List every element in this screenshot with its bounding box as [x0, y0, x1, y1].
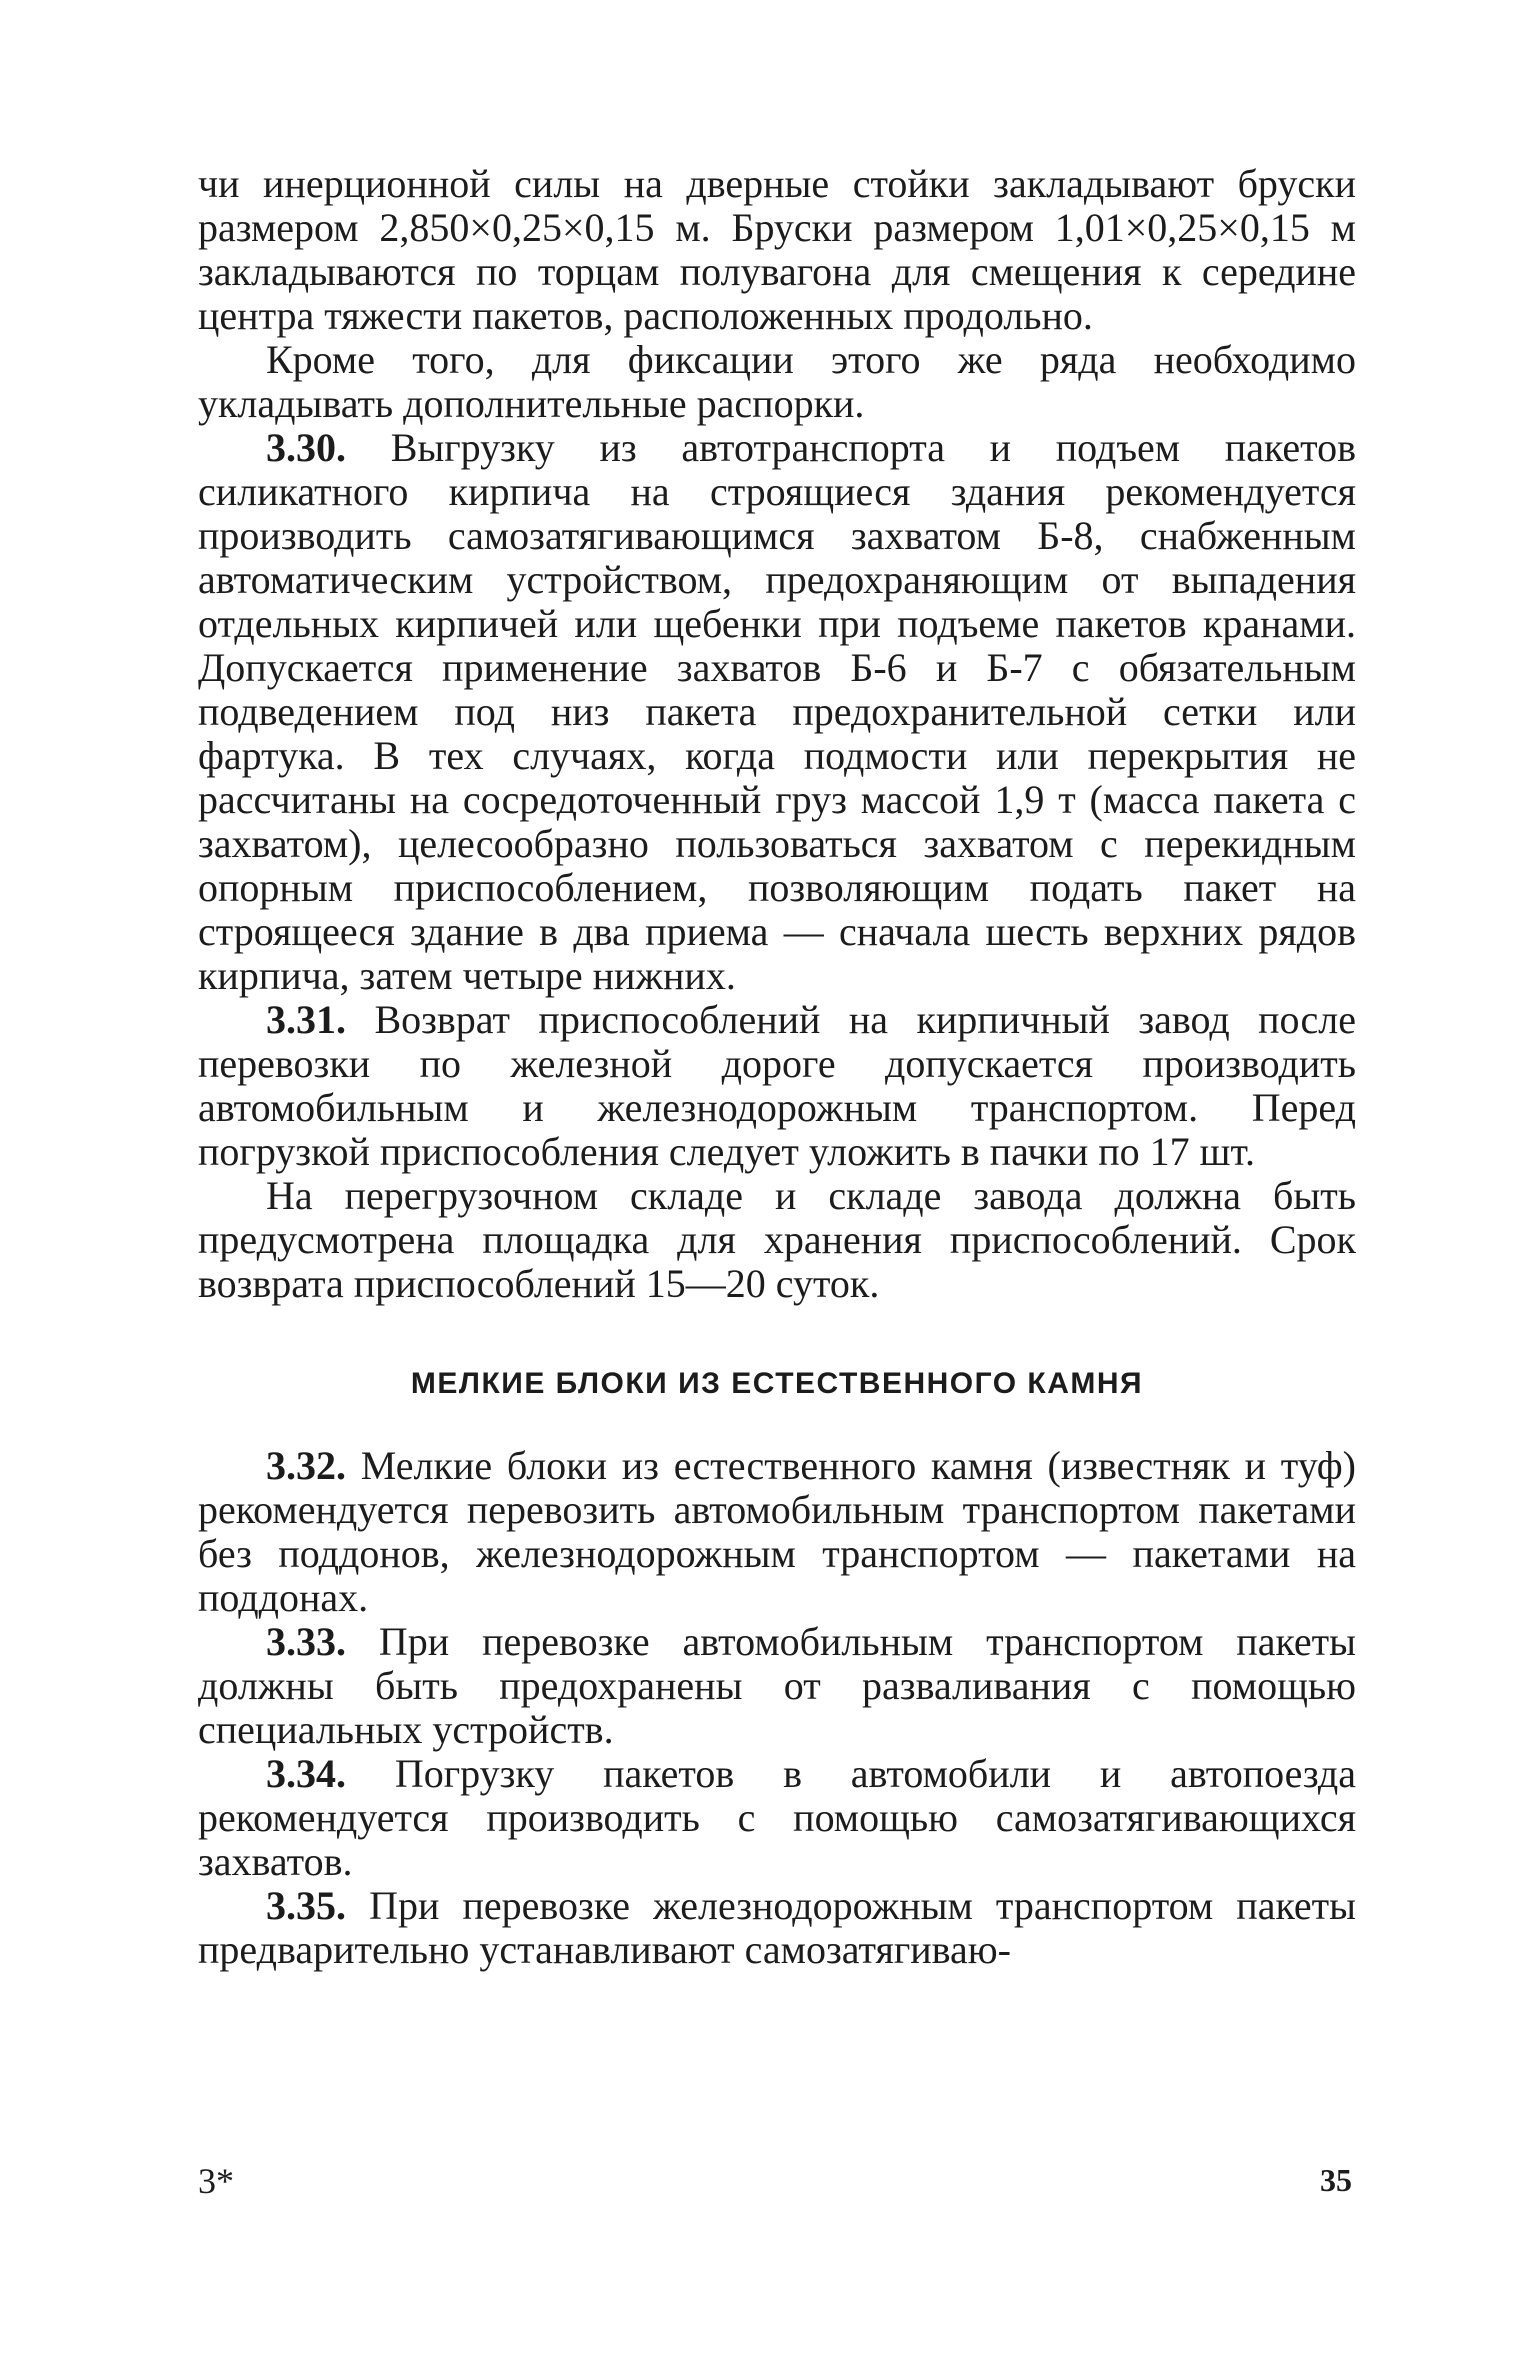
paragraph-text: При перевозке железнодорожным транспортом пакеты предварительно устанавливают самозатягиваю- — [198, 1883, 1357, 1972]
paragraph-inertial-force — [198, 162, 1356, 338]
paragraph-3-34 — [198, 1752, 1356, 1884]
paragraph-3-30 — [198, 426, 1356, 998]
paragraph-text: Кроме того, для фиксации этого же ряда необходимо укладывать дополнительные распорки. — [198, 337, 1356, 426]
page-number: 35 — [1320, 2162, 1352, 2198]
paragraph-3-32 — [198, 1444, 1356, 1620]
paragraph-text: Возврат приспособлений на кирпичный завод после перевозки по железной дороге допускается производить автомобильным и железнодорожным транспортом. Перед погрузкой приспособления следует уложить в пачки по 17 шт. — [198, 997, 1357, 1174]
clause-number: 3.32. — [266, 1443, 346, 1488]
clause-number: 3.34. — [266, 1751, 346, 1796]
paragraph-text: Мелкие блоки из естественного камня (известняк и туф) рекомендуется перевозить автомобильным транспортом пакетами без поддонов, железнодорожным транспортом — пакетами на поддонах. — [198, 1443, 1356, 1620]
page-footer — [198, 2160, 1356, 2210]
paragraph-text: На перегрузочном складе и складе завода должна быть предусмотрена площадка для хранения приспособлений. Срок возврата приспособлений 15—20 суток. — [198, 1173, 1356, 1306]
paragraph-text: При перевозке автомобильным транспортом пакеты должны быть предохранены от разваливания с помощью специальных устройств. — [198, 1619, 1356, 1752]
clause-number: 3.30. — [266, 425, 346, 470]
clause-number: 3.35. — [266, 1883, 346, 1928]
paragraph-text: Выгрузку из автотранспорта и подъем пакетов силикатного кирпича на строящиеся здания рекомендуется производить самозатягивающимся захватом Б-8, снабженным автоматическим устройством, предохраняющим от выпадения отдельных кирпичей или щебенки при подъеме пакетов кранами. Допускается применение захватов Б-6 и Б-7 с обязательным подведением под низ пакета предохранительной сетки или фартука. В тех случаях, когда подмости или перекрытия не рассчитаны на сосредоточенный груз массой 1,9 т (масса пакета с захватом), целесообразно пользоваться захватом с перекидным опорным приспособлением, позволяющим подать пакет на строящееся здание в два приема — сначала шесть верхних рядов кирпича, затем четыре нижних. — [198, 425, 1356, 998]
paragraph-storage-area — [198, 1174, 1356, 1306]
signature-mark: 3* — [198, 2161, 234, 2201]
clause-number: 3.31. — [266, 997, 346, 1042]
paragraph-extra-spacers — [198, 338, 1356, 426]
clause-number: 3.33. — [266, 1619, 346, 1664]
paragraph-3-31 — [198, 998, 1356, 1174]
paragraph-3-33 — [198, 1620, 1356, 1752]
paragraph-text: Погрузку пакетов в автомобили и автопоезда рекомендуется производить с помощью самозатягивающихся захватов. — [198, 1751, 1357, 1884]
section-heading: МЕЛКИЕ БЛОКИ ИЗ ЕСТЕСТВЕННОГО КАМНЯ — [410, 1367, 1144, 1400]
page-body — [198, 162, 1356, 1972]
paragraph-text: чи инерционной силы на дверные стойки закладывают бруски размером 2,850×0,25×0,15 м. Бруски размером 1,01×0,25×0,15 м закладываются по торцам полувагона для смещения к середине центра тяжести пакетов, расположенных продольно. — [198, 161, 1356, 338]
paragraph-3-35 — [198, 1884, 1356, 1972]
